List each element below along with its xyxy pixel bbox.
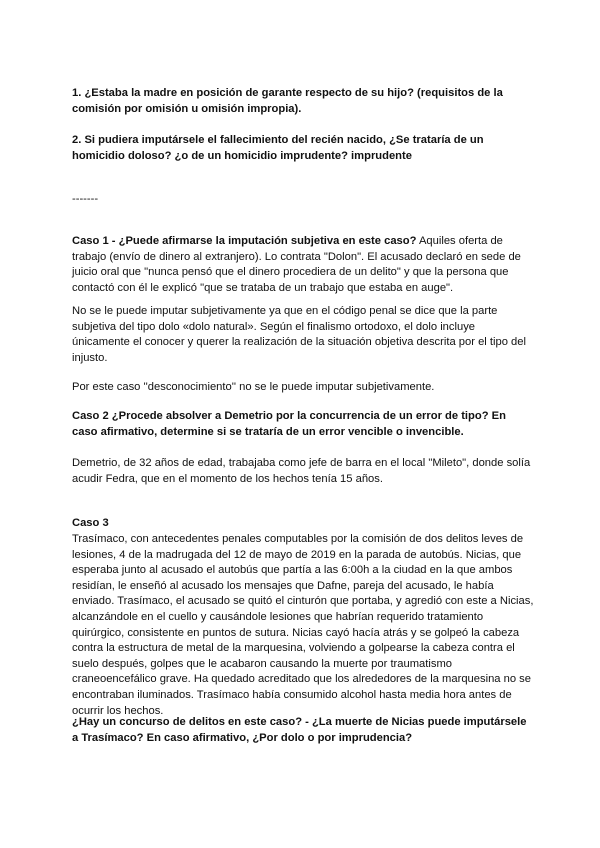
caso1-analysis: No se le puede imputar subjetivamente ya que en el código penal se dice que la parte subjetiva del tipo dolo «dolo natural». Según el finalismo ortodoxo, el dolo incluye únicamente el conocer y querer la realización de la situación objetiva descrita por el tipo del injusto. <box>72 305 526 364</box>
separator: ------- <box>72 193 99 205</box>
caso3-question: ¿Hay un concurso de delitos en este caso? - ¿La muerte de Nicias puede imputársele a Trasímaco? En caso afirmativo, ¿Por dolo o por imprudencia? <box>72 716 527 744</box>
caso3-heading: Caso 3 <box>72 517 109 529</box>
caso1-body: Aquiles oferta de trabajo (envío de dinero al extranjero). Lo contrata "Dolon". El acusado declaró en sede de juicio oral que "nunca pensó que el dinero procediera de un delito" y que la persona que contactó con él le explicó "que se trataba de un trabajo que estaba en auge". <box>72 235 521 294</box>
question-2: 2. Si pudiera imputársele el fallecimiento del recién nacido, ¿Se trataría de un homicidio doloso? ¿o de un homicidio imprudente? imprudente <box>72 134 484 162</box>
caso3-body: Trasímaco, con antecedentes penales computables por la comisión de dos delitos leves de lesiones, 4 de la madrugada del 12 de mayo de 2019 en la parada de autobús. Nicias, que esperaba junto al acusado el autobús que partía a las 6:00h a la ciudad en la que ambos residían, le enseñó al acusado los mensajes que Dafne, pareja del acusado, le había enviado. Trasímaco, el acusado se quitó el cinturón que portaba, y agredió con este a Nicias, alcanzándole en el cuello y causándole lesiones que habrían requerido tratamiento quirúrgico, consistente en puntos de sutura. Nicias cayó hacía atrás y se golpeó la cabeza contra la estructura de metal de la marquesina, volviendo a golpearse la cabeza contra el suelo después, golpes que le acabaron causando la muerte por traumatismo craneoencefálico grave. Ha quedado acreditado que los alrededores de la marquesina no se encontraban iluminados. Trasímaco había consumido alcohol hasta media hora antes de ocurrir los hechos. <box>72 533 534 717</box>
question-1: 1. ¿Estaba la madre en posición de garante respecto de su hijo? (requisitos de la comisión por omisión u omisión impropia). <box>72 87 503 115</box>
caso2-body: Demetrio, de 32 años de edad, trabajaba como jefe de barra en el local "Mileto", donde solía acudir Fedra, que en el momento de los hechos tenía 15 años. <box>72 457 531 485</box>
caso1-conclusion: Por este caso ''desconocimiento'' no se le puede imputar subjetivamente. <box>72 381 435 393</box>
caso2-heading: Caso 2 ¿Procede absolver a Demetrio por la concurrencia de un error de tipo? En caso afirmativo, determine si se trataría de un error vencible o invencible. <box>72 410 506 438</box>
caso1-paragraph <box>72 234 534 296</box>
caso1-heading: Caso 1 - ¿Puede afirmarse la imputación subjetiva en este caso? <box>72 235 417 247</box>
